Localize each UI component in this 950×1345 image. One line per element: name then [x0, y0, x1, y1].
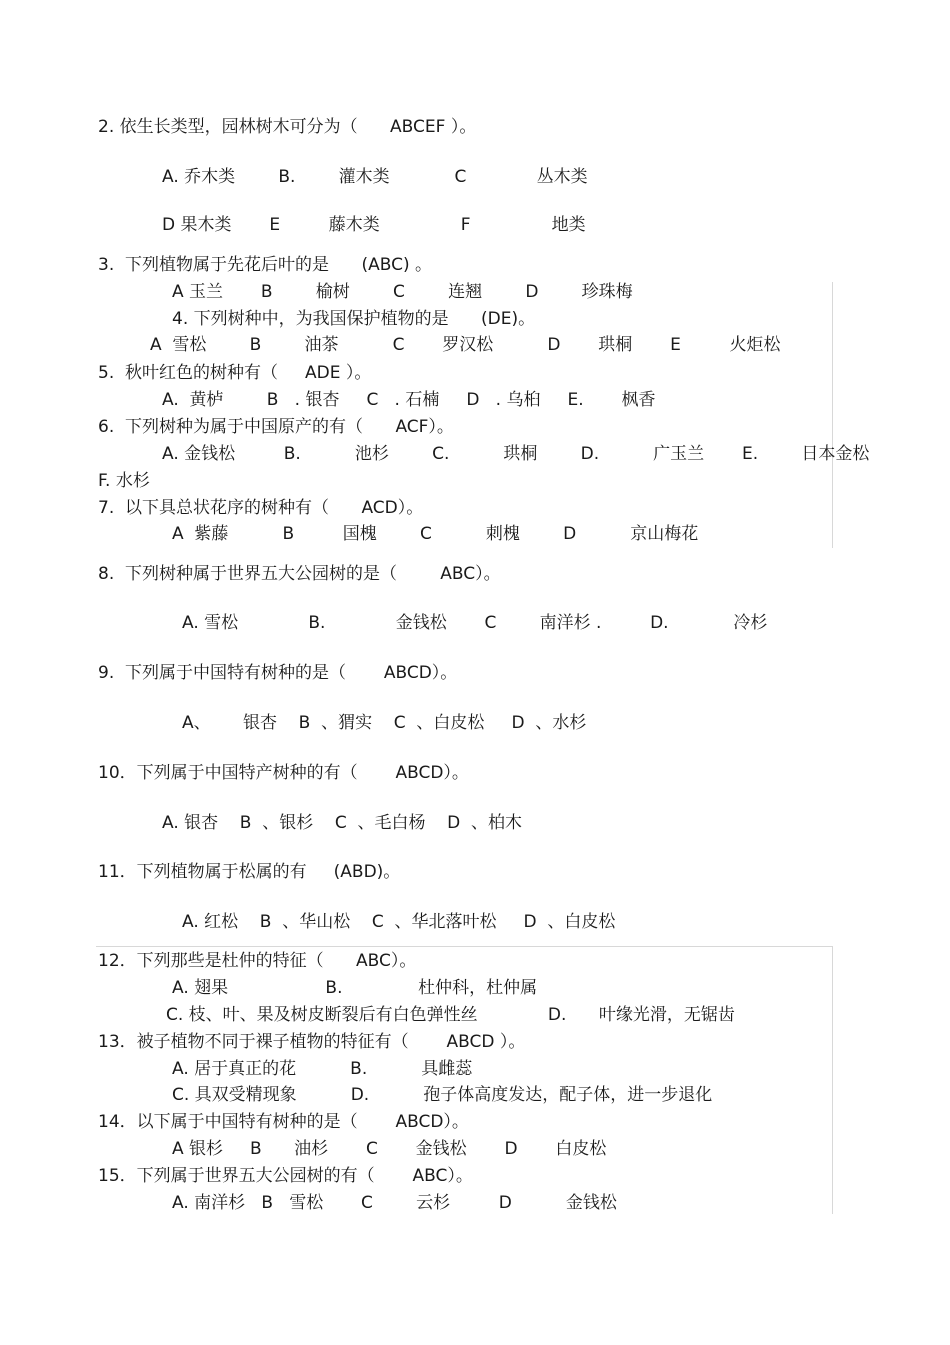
right-border-bottom [832, 946, 833, 1214]
q6-options-cont: F. 水杉 [98, 471, 150, 491]
question-2: 2. 依生长类型，园林树木可分为（ ABCEF ）。 [98, 117, 477, 137]
question-12: 12．下列那些是杜仲的特征（ ABC）。 [98, 951, 417, 971]
question-11: 11．下列植物属于松属的有 (ABD)。 [98, 862, 401, 882]
question-14: 14．以下属于中国特有树种的是（ ABCD）。 [98, 1112, 469, 1132]
q8-options: A. 雪松 B. 金钱松 C 南洋杉 . D. 冷杉 [182, 613, 768, 633]
question-6: 6. 下列树种为属于中国原产的有（ ACF）。 [98, 417, 454, 437]
question-4: 4. 下列树种中，为我国保护植物的是 (DE)。 [172, 309, 536, 329]
q15-options: A. 南洋杉 B 雪松 C 云杉 D 金钱松 [172, 1193, 617, 1213]
q2-options-2: D 果木类 E 藤木类 F 地类 [162, 215, 586, 235]
q12-options-2: C. 枝、叶、果及树皮断裂后有白色弹性丝 D. 叶缘光滑，无锯齿 [166, 1005, 735, 1025]
question-8: 8. 下列树种属于世界五大公园树的是（ ABC）。 [98, 564, 501, 584]
q12-options-1: A. 翅果 B. 杜仲科，杜仲属 [172, 978, 538, 998]
question-5: 5. 秋叶红色的树种有（ ADE ）。 [98, 363, 372, 383]
q13-options-1: A. 居于真正的花 B. 具雌蕊 [172, 1059, 473, 1079]
q5-options: A. 黄栌 B . 银杏 C . 石楠 D . 乌桕 E. 枫香 [162, 390, 656, 410]
question-9: 9. 下列属于中国特有树种的是（ ABCD）。 [98, 663, 458, 683]
q2-options-1: A. 乔木类 B. 灌木类 C 丛木类 [162, 167, 588, 187]
question-15: 15．下列属于世界五大公园树的有（ ABC）。 [98, 1166, 473, 1186]
question-7: 7. 以下具总状花序的树种有（ ACD）。 [98, 498, 424, 518]
q11-options: A. 红松 B 、华山松 C 、华北落叶松 D 、白皮松 [182, 912, 616, 932]
question-13: 13．被子植物不同于裸子植物的特征有（ ABCD ）。 [98, 1032, 526, 1052]
q10-options: A. 银杏 B 、银杉 C 、毛白杨 D 、柏木 [162, 813, 523, 833]
question-10: 10．下列属于中国特产树种的有（ ABCD）。 [98, 763, 469, 783]
q9-options: A、 银杏 B 、猬实 C 、白皮松 D 、水杉 [182, 713, 587, 733]
right-border-top [832, 282, 833, 548]
q4-options: A 雪松 B 油茶 C 罗汉松 D 珙桐 E 火炬松 [150, 335, 781, 355]
divider-line [96, 946, 833, 947]
q6-options: A. 金钱松 B. 池杉 C. 珙桐 D. 广玉兰 E. 日本金松 [162, 444, 870, 464]
q3-options: A 玉兰 B 榆树 C 连翘 D 珍珠梅 [172, 282, 633, 302]
q13-options-2: C. 具双受精现象 D. 孢子体高度发达，配子体，进一步退化 [172, 1085, 713, 1105]
q7-options: A 紫藤 B 国槐 C 刺槐 D 京山梅花 [172, 524, 699, 544]
q14-options: A 银杉 B 油杉 C 金钱松 D 白皮松 [172, 1139, 607, 1159]
question-3: 3. 下列植物属于先花后叶的是 (ABC) 。 [98, 255, 432, 275]
